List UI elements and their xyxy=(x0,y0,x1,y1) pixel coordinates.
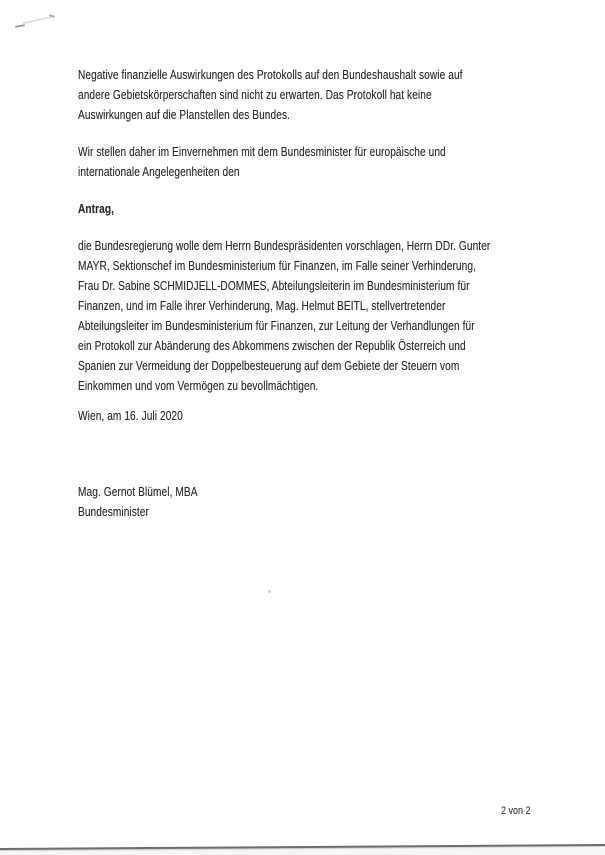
text-line: Finanzen, und im Falle ihrer Verhinderung, Mag. Helmut BEITL, stellvertretender xyxy=(78,298,446,313)
signature-block xyxy=(78,482,605,522)
text-line: Spanien zur Vermeidung der Doppelbesteuerung auf dem Gebiete der Steuern vom xyxy=(78,358,460,373)
text-line: Abteilungsleiter im Bundesministerium für Finanzen, zur Leitung der Verhandlungen für xyxy=(78,318,475,333)
pen-mark xyxy=(15,24,25,28)
text-line: andere Gebietskörperschaften sind nicht zu erwarten. Das Protokoll hat keine xyxy=(78,87,432,102)
paragraph-einvernehmen xyxy=(78,142,605,182)
signatory-name: Mag. Gernot Blümel, MBA xyxy=(78,484,198,499)
text-line: internationale Angelegenheiten den xyxy=(78,164,240,179)
pen-smudge xyxy=(22,16,53,24)
text-line: Einkommen und vom Vermögen zu bevollmächtigen. xyxy=(78,378,319,393)
text-line: ein Protokoll zur Abänderung des Abkommens zwischen der Republik Österreich und xyxy=(78,338,466,353)
paragraph-antrag-body xyxy=(78,236,605,396)
heading-antrag: Antrag, xyxy=(78,201,115,216)
text-line: MAYR, Sektionschef im Bundesministerium für Finanzen, im Falle seiner Verhinderung, xyxy=(78,258,476,273)
date-line: Wien, am 16. Juli 2020 xyxy=(78,408,183,423)
text-line: Wir stellen daher im Einvernehmen mit dem Bundesminister für europäische und xyxy=(78,144,446,159)
scan-speck xyxy=(268,590,271,593)
text-line: Negative finanzielle Auswirkungen des Protokolls auf den Bundeshaushalt sowie auf xyxy=(78,67,463,82)
text-line: Auswirkungen auf die Planstellen des Bundes. xyxy=(78,107,291,122)
document-body xyxy=(78,65,605,522)
paragraph-fiscal-impact xyxy=(78,65,605,125)
text-line: Frau Dr. Sabine SCHMIDJELL-DOMMES, Abteilungsleiterin im Bundesministerium für xyxy=(78,278,470,293)
text-line: die Bundesregierung wolle dem Herrn Bundespräsidenten vorschlagen, Herrn DDr. Gunter xyxy=(78,238,491,253)
page-number: 2 von 2 xyxy=(501,805,531,817)
signatory-title: Bundesminister xyxy=(78,504,149,519)
